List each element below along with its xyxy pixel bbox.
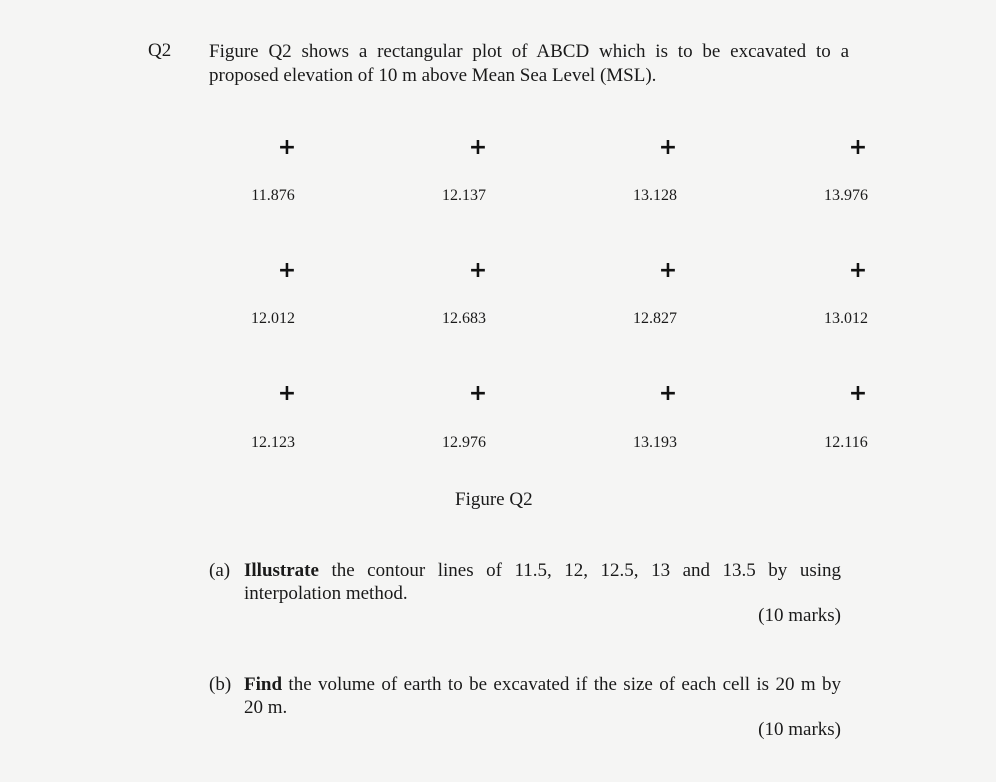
part-a-text-1: the contour lines of 11.5, 12, 12.5, 13 and 13.5 by using bbox=[318, 560, 841, 581]
part-b-label: (b) bbox=[209, 674, 232, 695]
survey-point-marker: + bbox=[848, 381, 868, 406]
elevation-value: 12.116 bbox=[824, 434, 868, 451]
survey-point-marker: + bbox=[468, 258, 488, 283]
elevation-value: 12.123 bbox=[251, 434, 295, 451]
survey-point-marker: + bbox=[468, 135, 488, 160]
figure-caption: Figure Q2 bbox=[455, 489, 533, 510]
part-a-line-1 bbox=[244, 559, 841, 582]
elevation-value: 12.012 bbox=[251, 310, 295, 327]
survey-point-marker: + bbox=[848, 135, 868, 160]
part-a-marks: (10 marks) bbox=[758, 605, 841, 626]
part-b-marks: (10 marks) bbox=[758, 719, 841, 740]
part-b-line-2: 20 m. bbox=[244, 697, 288, 718]
survey-point-marker: + bbox=[277, 135, 297, 160]
question-number: Q2 bbox=[148, 40, 172, 61]
elevation-value: 13.193 bbox=[633, 434, 677, 451]
survey-point-marker: + bbox=[277, 381, 297, 406]
survey-point-marker: + bbox=[468, 381, 488, 406]
part-b-keyword: Find bbox=[244, 674, 283, 695]
intro-line-2: proposed elevation of 10 m above Mean Sea Level (MSL). bbox=[209, 65, 657, 86]
elevation-value: 12.827 bbox=[633, 310, 677, 327]
part-a-keyword: Illustrate bbox=[244, 560, 319, 581]
intro-line-1: Figure Q2 shows a rectangular plot of ABCD which is to be excavated to a bbox=[209, 41, 849, 62]
survey-point-marker: + bbox=[658, 381, 678, 406]
elevation-value: 13.128 bbox=[633, 187, 677, 204]
part-a-line-2: interpolation method. bbox=[244, 583, 408, 604]
survey-point-marker: + bbox=[658, 135, 678, 160]
elevation-value: 12.976 bbox=[442, 434, 486, 451]
survey-point-marker: + bbox=[658, 258, 678, 283]
part-a bbox=[209, 559, 841, 605]
elevation-value: 12.683 bbox=[442, 310, 486, 327]
elevation-value: 13.012 bbox=[824, 310, 868, 327]
part-b bbox=[209, 673, 841, 719]
survey-point-marker: + bbox=[848, 258, 868, 283]
part-b-text-1: the volume of earth to be excavated if the size of each cell is 20 m by bbox=[282, 674, 841, 695]
survey-point-marker: + bbox=[277, 258, 297, 283]
elevation-value: 11.876 bbox=[251, 187, 295, 204]
elevation-value: 13.976 bbox=[824, 187, 868, 204]
elevation-value: 12.137 bbox=[442, 187, 486, 204]
part-a-label: (a) bbox=[209, 560, 231, 581]
part-b-line-1 bbox=[244, 673, 841, 696]
